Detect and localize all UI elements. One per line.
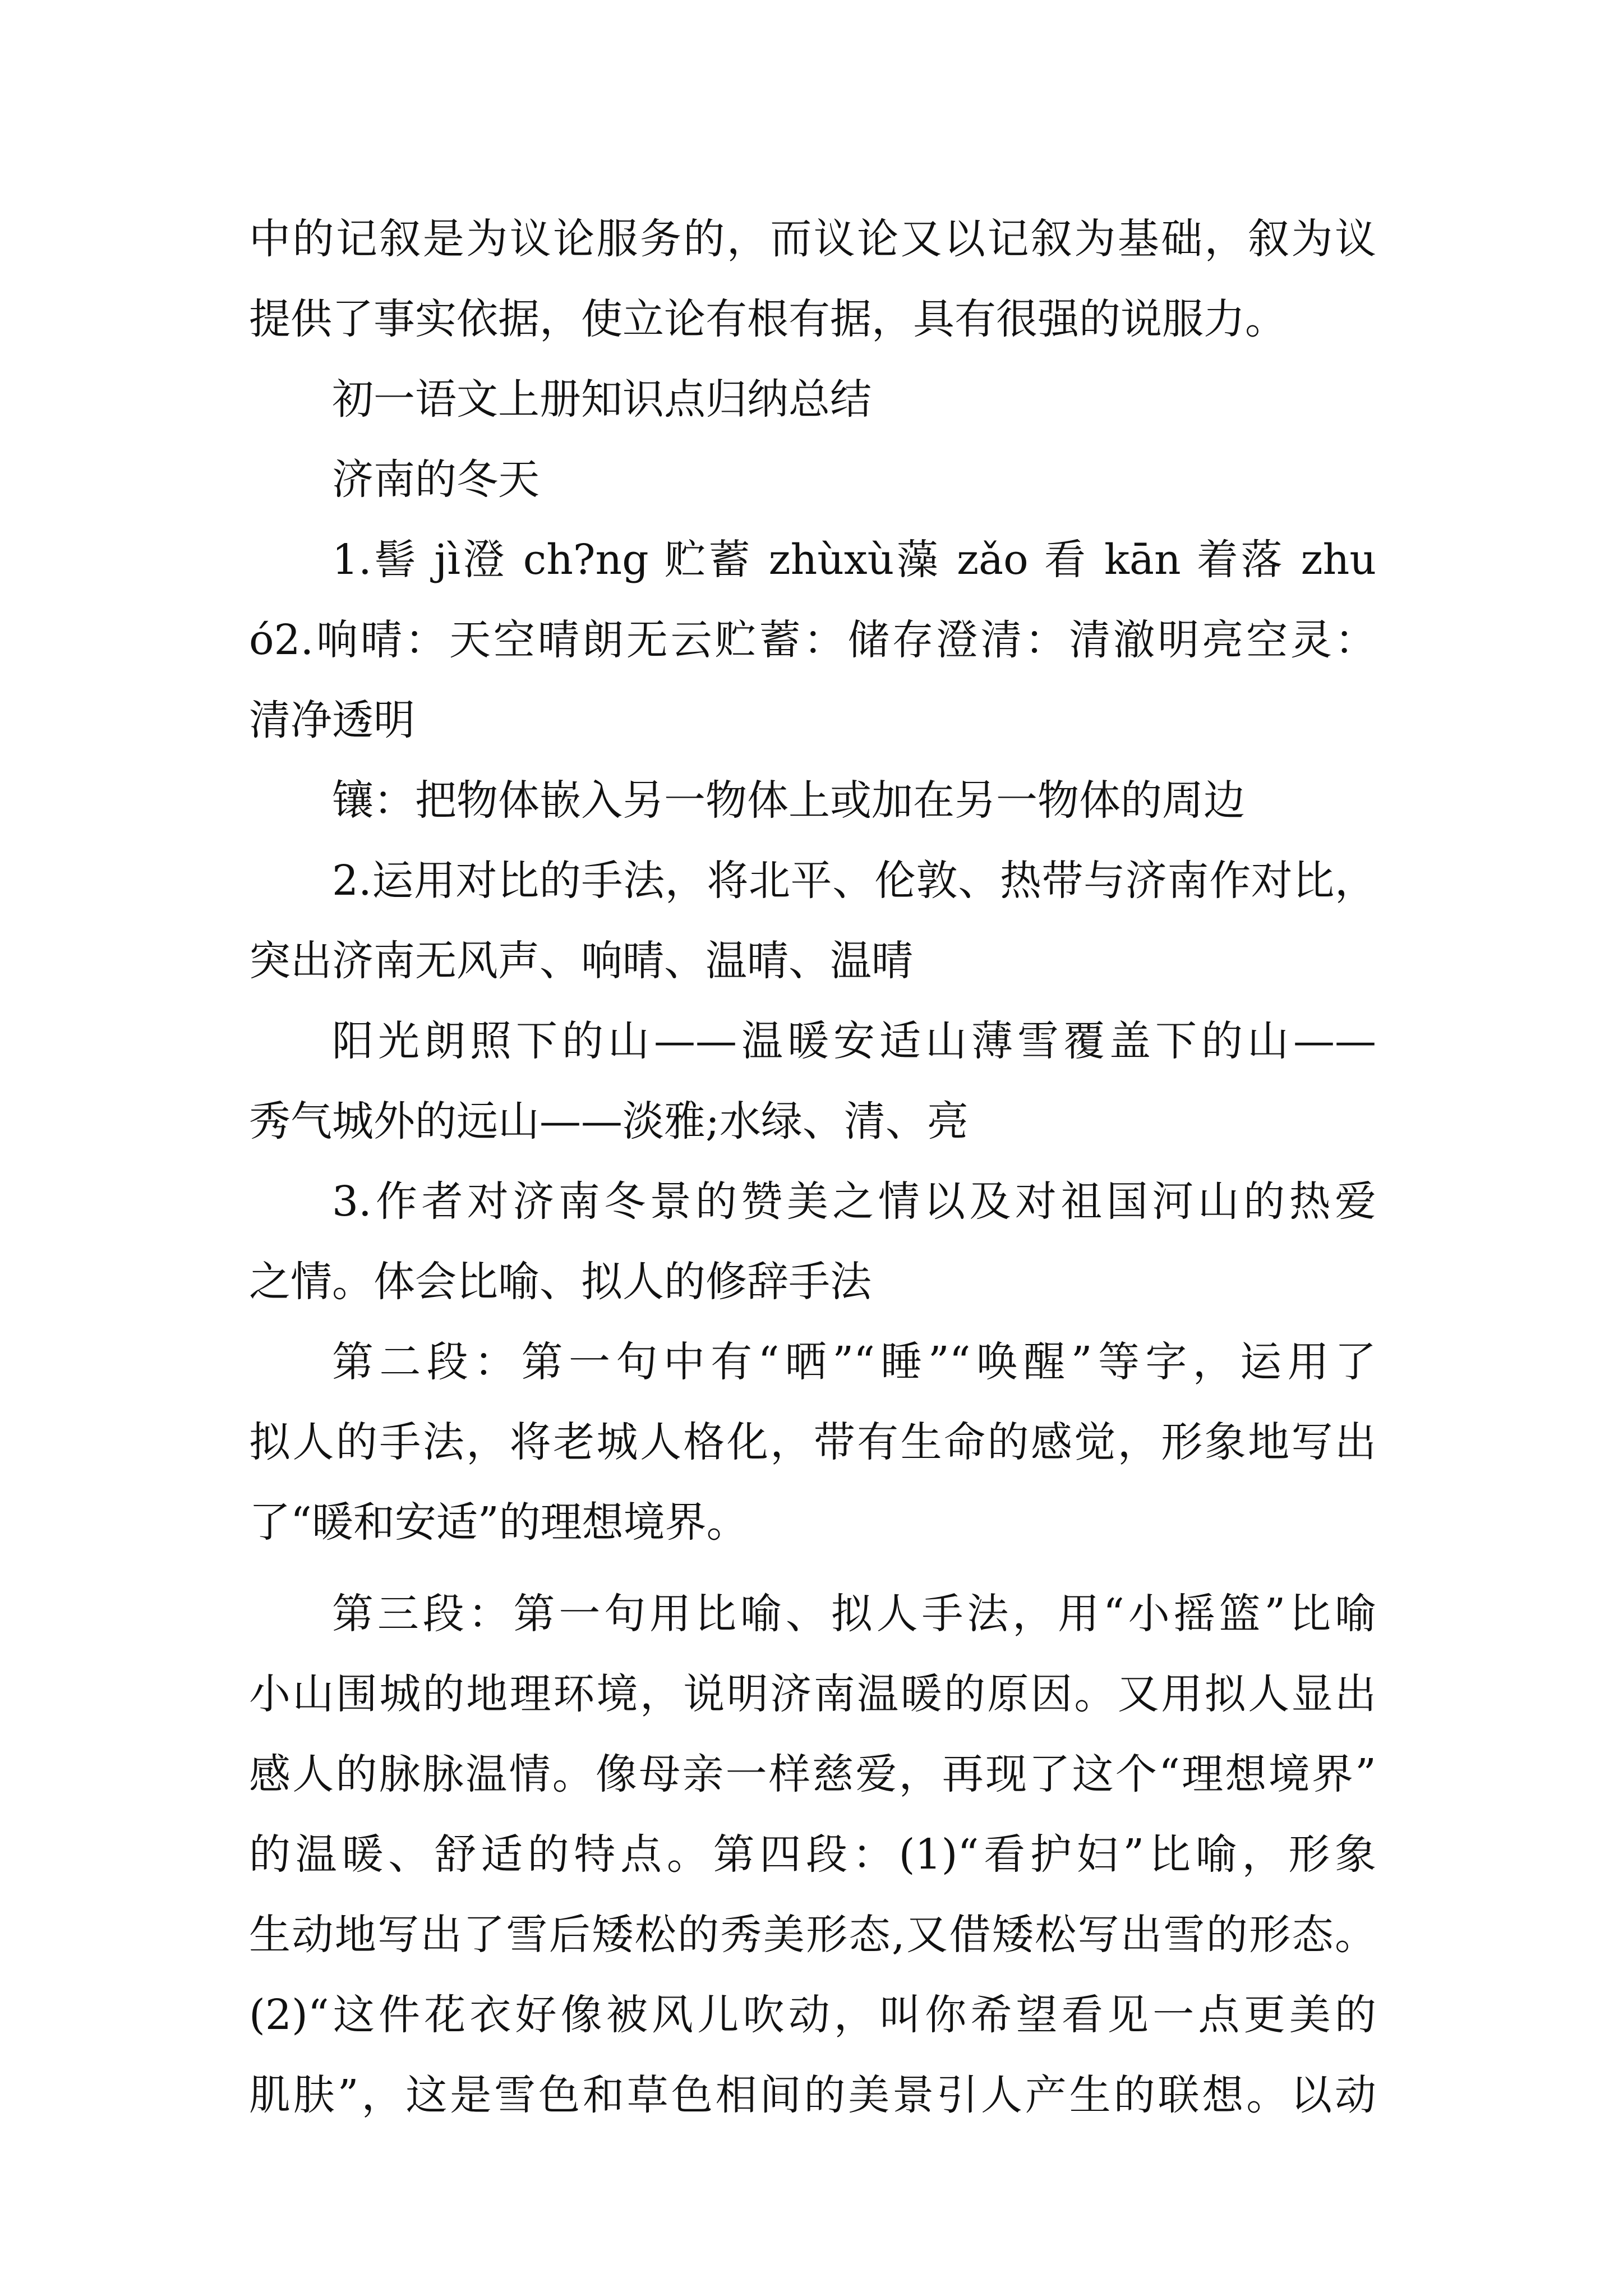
text-line: 1.髻 jì澄 ch?ng 贮蓄 zhùxù藻 zǎo 看 kān 着落 zhu: [332, 536, 1376, 584]
text-line: 镶：把物体嵌入另一物体上或加在另一物体的周边: [332, 776, 1245, 825]
text-line: 之情。体会比喻、拟人的修辞手法: [249, 1258, 872, 1306]
text-line: 了“暖和安适”的理想境界。: [249, 1498, 748, 1547]
text-line: 感人的脉脉温情。像母亲一样慈爱，再现了这个“理想境界”: [249, 1750, 1376, 1798]
text-line: ó2.响晴：天空晴朗无云贮蓄：储存澄清：清澈明亮空灵：: [249, 616, 1376, 664]
text-line: 第二段：第一句中有“晒”“睡”“唤醒”等字，运用了: [332, 1338, 1376, 1386]
section-heading: 初一语文上册知识点归纳总结: [332, 375, 872, 424]
text-line: 的温暖、舒适的特点。第四段：(1)“看护妇”比喻，形象: [249, 1830, 1376, 1879]
text-line: 提供了事实依据，使立论有根有据，具有很强的说服力。: [249, 295, 1287, 343]
text-line: 清净透明: [249, 696, 415, 744]
text-line: 生动地写出了雪后矮松的秀美形态,又借矮松写出雪的形态。: [249, 1911, 1376, 1959]
lesson-title: 济南的冬天: [332, 455, 540, 504]
text-line: 小山围城的地理环境，说明济南温暖的原因。又用拟人显出: [249, 1670, 1376, 1718]
text-line: 2.运用对比的手法，将北平、伦敦、热带与济南作对比，: [332, 857, 1376, 905]
text-line: 突出济南无风声、响晴、温晴、温晴: [249, 937, 913, 985]
text-line: 阳光朗照下的山——温暖安适山薄雪覆盖下的山——: [332, 1017, 1376, 1065]
text-line: 拟人的手法，将老城人格化，带有生命的感觉，形象地写出: [249, 1418, 1376, 1466]
text-line: 肌肤”，这是雪色和草色相间的美景引人产生的联想。以动: [249, 2071, 1376, 2119]
text-line: 中的记叙是为议论服务的，而议论又以记叙为基础，叙为议: [249, 215, 1376, 263]
body-text: [249, 199, 1376, 2136]
text-line: 秀气城外的远山——淡雅;水绿、清、亮: [249, 1097, 969, 1145]
text-line: 第三段：第一句用比喻、拟人手法，用“小摇篮”比喻: [332, 1590, 1376, 1638]
text-line: (2)“这件花衣好像被风儿吹动，叫你希望看见一点更美的: [249, 1991, 1376, 2039]
text-line: 3.作者对济南冬景的赞美之情以及对祖国河山的热爱: [332, 1177, 1376, 1226]
